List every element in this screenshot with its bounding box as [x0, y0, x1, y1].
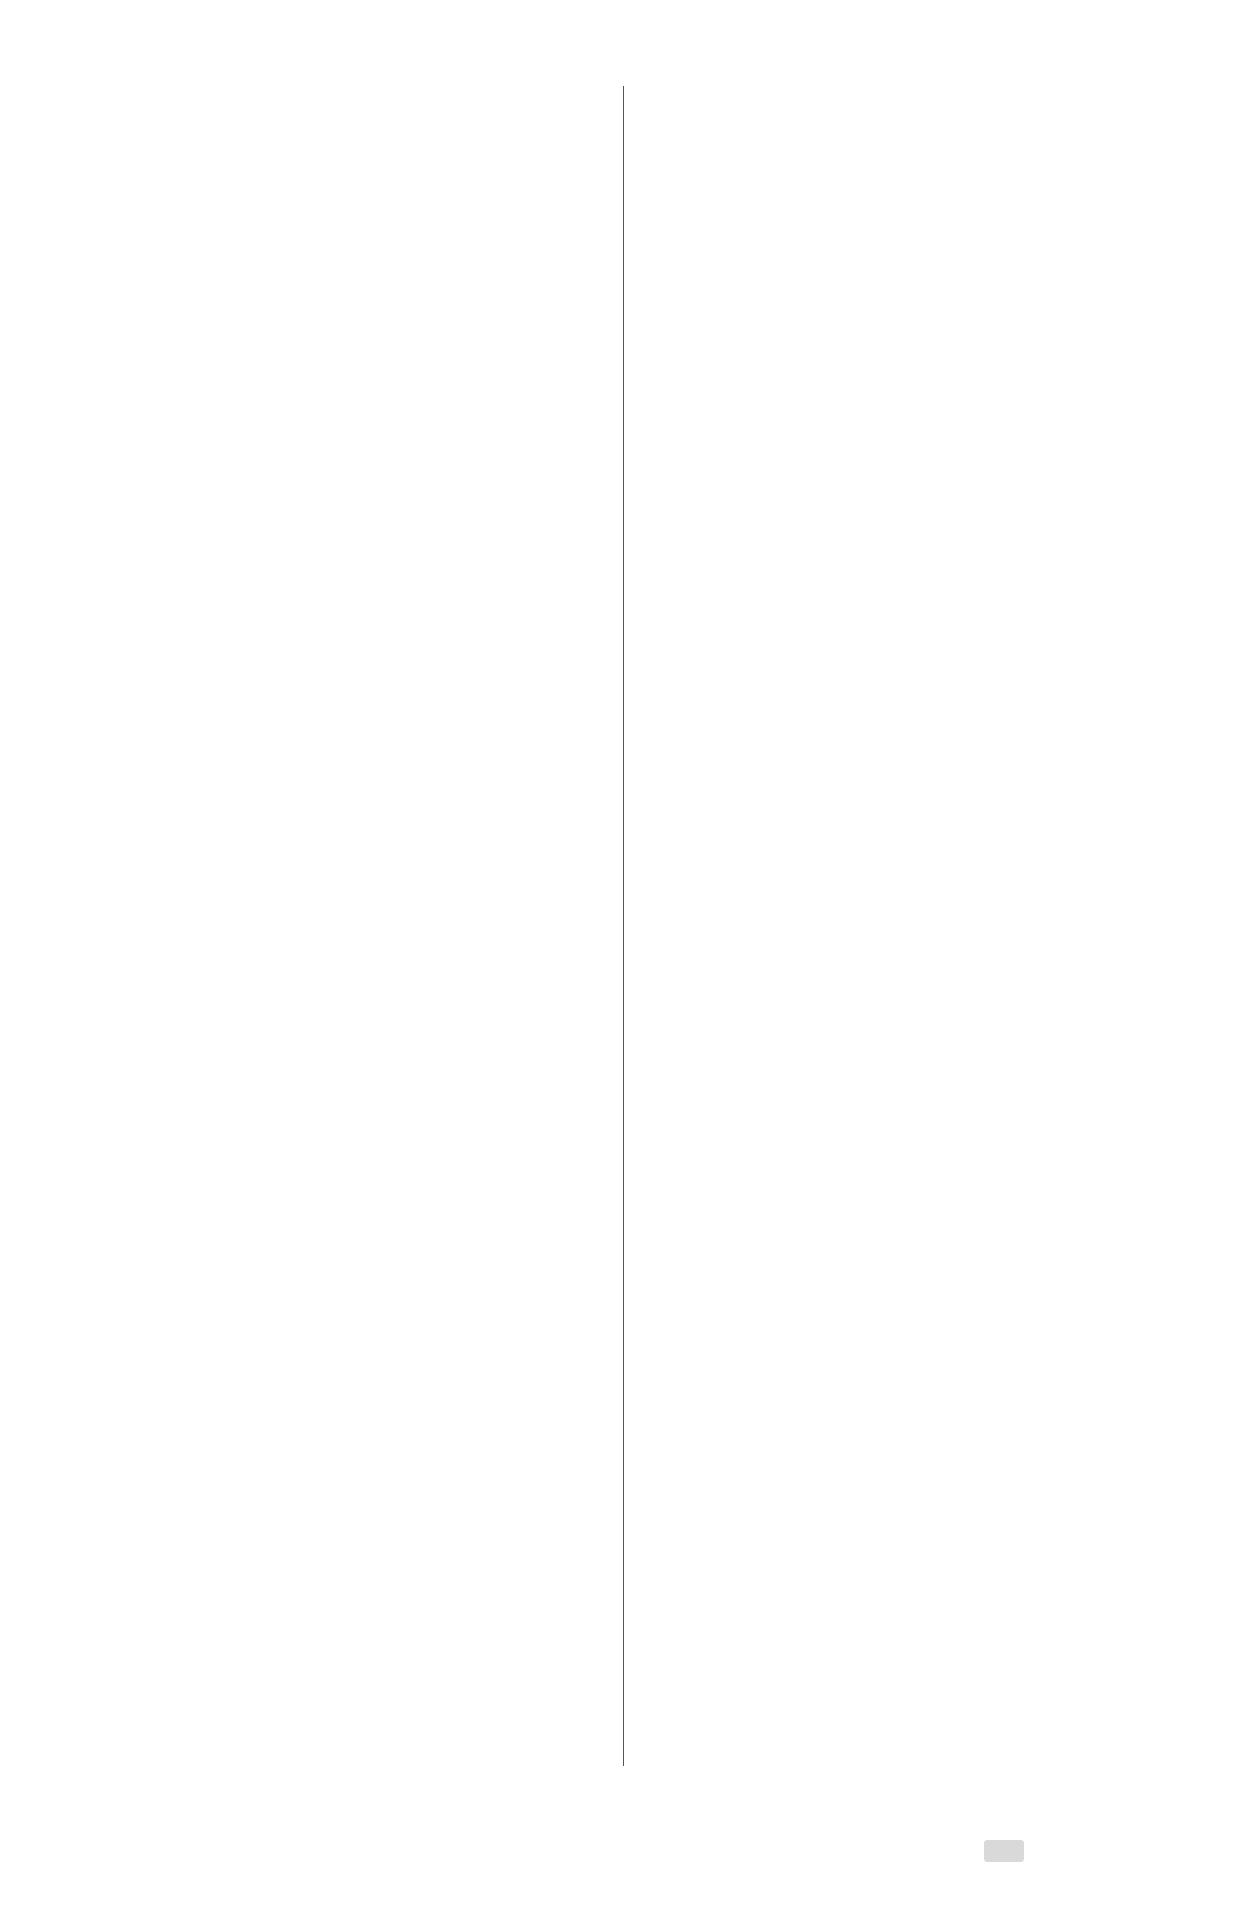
right-column: [655, 82, 1210, 88]
watermark-stamp: [984, 1840, 1024, 1862]
page-footer: [960, 1840, 1024, 1862]
column-divider: [623, 86, 624, 1766]
